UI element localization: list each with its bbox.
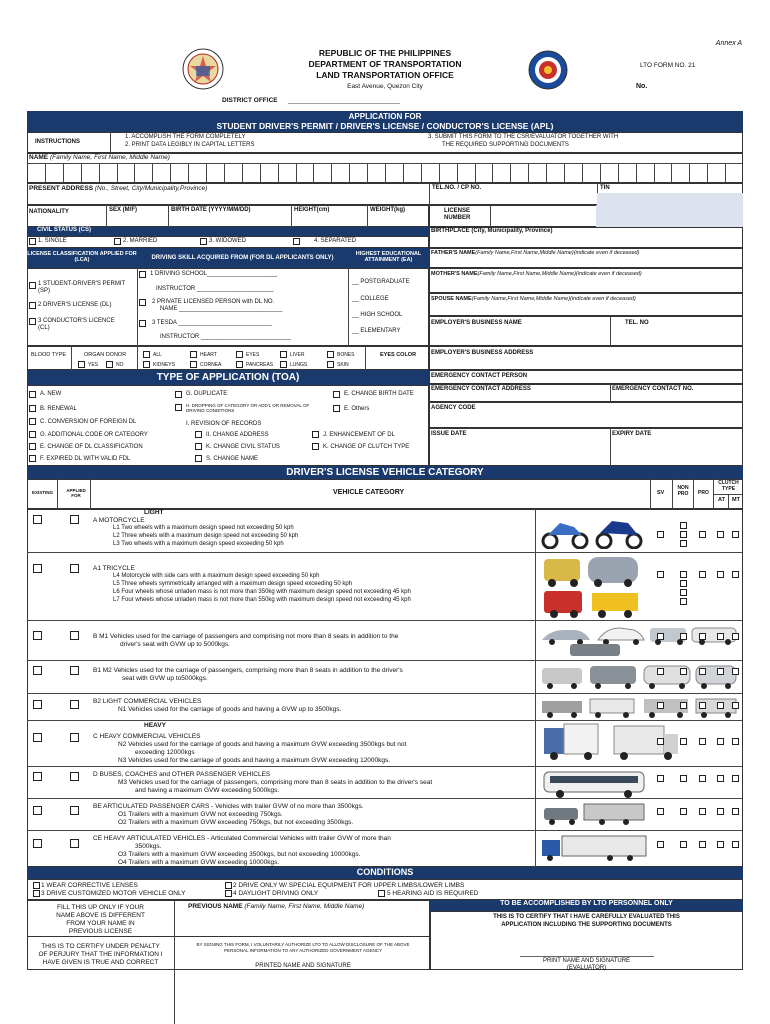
cat-b2-at-checkbox[interactable] [717,702,724,709]
lca-header: LICENSE CLASSIFICATION APPLIED FOR (LCA) [27,248,137,268]
cat-ce-existing-checkbox[interactable] [33,839,42,848]
cat-a-at-checkbox[interactable] [717,531,724,538]
mother-label: MOTHER'S NAME(Family Name,First Name,Middle Name)(indicate even if deceased) [431,271,642,277]
organ-no-label: NO [116,362,124,368]
toa-new-checkbox[interactable] [29,391,36,398]
ds-private-name: NAME _______________________________ [160,306,283,312]
lca-cl-checkbox[interactable] [29,318,36,325]
ds-tesda-checkbox[interactable] [139,320,146,327]
no-label: No. [636,83,648,90]
emergency-address-label: EMERGENCY CONTACT ADDRESS [431,386,531,392]
toa-change-address-checkbox[interactable] [195,431,202,438]
cat-be-o2: O2 Trailers with a maximum GVW exceeding 750kgs, but not exceeding 3500kgs. [118,819,354,826]
cat-b-label2: driver's seat with GVW up to 5000kgs. [120,641,230,648]
printed-name-label: PRINTED NAME AND SIGNATURE [255,963,351,969]
cat-ce-pro-checkbox[interactable] [699,841,706,848]
district-office-field[interactable]: _______________________________ [288,97,401,104]
van-image [540,662,740,692]
cat-b2-n1: N1 Vehicles used for the carriage of goods and having a GVW up to 3500kgs. [118,706,342,713]
cat-c-n3: N3 Vehicles used for the carriage of goods and having a maximum GVW exceeding 12000kgs. [118,757,391,764]
cat-d-label: D BUSES, COACHES and OTHER PASSENGER VEHICLES [93,771,271,778]
license-number-input[interactable] [596,205,743,227]
fill-note-1: FILL THIS UP ONLY IF YOUR [57,904,144,911]
cat-a1-nonpro-cb1[interactable] [680,571,687,578]
fill-note-4: PREVIOUS LICENSE [68,928,133,935]
instruction-2: 2. PRINT DATA LEGIBLY IN CAPITAL LETTERS [125,142,255,148]
spouse-label: SPOUSE NAME(Family Name,First Name,Middle Name)(indicate even if deceased) [431,296,636,302]
cat-c-n2: N2 Vehicles used for the carriage of goods and having a maximum GVW exceeding 3500kgs but not [118,741,407,748]
cond-2-checkbox[interactable] [225,882,232,889]
cat-a1-nonpro-cb3[interactable] [680,589,687,596]
toa-conversion-checkbox[interactable] [29,418,36,425]
organ-bones-label: BONES [337,352,355,358]
previous-name-input[interactable] [176,912,428,936]
ea-highschool[interactable]: __ HIGH SCHOOL [352,312,403,318]
cat-a-sv-checkbox[interactable] [657,531,664,538]
toa-revision-label: I. REVISION OF RECORDS [186,421,262,427]
cat-be-at-checkbox[interactable] [717,808,724,815]
organ-bones-checkbox[interactable] [327,351,334,358]
cond-5-label: 5 HEARING AID IS REQUIRED [387,890,479,897]
organ-skin-checkbox[interactable] [327,361,334,368]
cond-3-label: 3 DRIVE CUSTOMIZED MOTOR VEHICLE ONLY [41,890,186,897]
cat-be-applied-checkbox[interactable] [70,806,79,815]
mt-col: MT [732,497,740,503]
vehicle-category-col: VEHICLE CATEGORY [333,489,405,496]
cat-a1-l6: L6 Four wheels whose unladen mass is not more than 350kg with maximum design speed not exceeding 45 kph [113,589,411,595]
light-truck-image [540,695,740,719]
office-title: LAND TRANSPORTATION OFFICE [316,70,454,80]
organ-kidneys-checkbox[interactable] [143,361,150,368]
annex-label: Annex A [715,40,742,47]
cond-4-label: 4 DAYLIGHT DRIVING ONLY [233,890,319,897]
employer-tel-label: TEL. NO [625,320,649,326]
toa-expired-label: F. EXPIRED DL WITH VALID FDL [40,456,131,462]
existing-col: EXISTING [32,490,54,495]
car-image [540,622,740,658]
ea-postgraduate[interactable]: __ POSTGRADUATE [352,279,410,285]
cat-be-pro-checkbox[interactable] [699,808,706,815]
conditions-header: CONDITIONS [27,867,743,879]
fill-note-3: FROM YOUR NAME IN [66,920,135,927]
department-title: DEPARTMENT OF TRANSPORTATION [308,59,462,69]
toa-enhancement-label: J. ENHANCEMENT OF DL [323,432,395,438]
cat-b1-pro-checkbox[interactable] [699,668,706,675]
cat-a1-mt-checkbox[interactable] [732,571,739,578]
heavy-label: HEAVY [144,722,166,729]
lto-signature-label: PRINT NAME AND SIGNATURE [542,958,631,964]
toa-change-class-label: E. CHANGE OF DL CLASSIFICATION [40,444,143,450]
toa-additional-checkbox[interactable] [29,431,36,438]
issue-expiry-row [429,428,743,466]
sv-col: SV [657,490,665,496]
toa-clutch-label: K. CHANGE OF CLUTCH TYPE [323,444,410,450]
present-address-label: PRESENT ADDRESS (No., Street, City/Municipality,Province) [29,185,208,192]
organ-donor-label: ORGAN DONOR [84,352,127,358]
cat-a-label: A MOTORCYCLE [93,517,145,524]
cs-single-label: 1. SINGLE [38,238,67,244]
expiry-date-label: EXPIRY DATE [612,431,652,437]
cat-d-applied-checkbox[interactable] [70,772,79,781]
cat-a-applied-checkbox[interactable] [70,515,79,524]
ds-tesda-instructor: INSTRUCTOR ___________________________ [160,334,291,340]
ds-instructor-label: INSTRUCTOR _______________________ [156,286,274,292]
cat-ce-label2: 3500kgs. [135,843,162,850]
cs-separated-label: 4. SEPARATED [314,238,357,244]
cat-b2-pro-checkbox[interactable] [699,702,706,709]
light-label: LIGHT [144,509,164,516]
cat-b-label: B M1 Vehicles used for the carriage of passengers and comprising not more than 8 seats in addition to the [93,633,399,640]
father-label: FATHER'S NAME(Family Name,First Name,Middle Name)(indicate even if deceased) [431,250,640,256]
cond-5-checkbox[interactable] [378,890,385,897]
cat-be-nonpro-checkbox[interactable] [680,808,687,815]
cat-d-at-checkbox[interactable] [717,775,724,782]
issue-date-label: ISSUE DATE [431,431,467,437]
cat-b1-label2: seat with GVW up to5000kgs. [122,675,208,682]
toa-change-address-label: II. CHANGE ADDRESS [206,432,269,438]
organ-heart-label: HEART [200,352,217,358]
employer-address-label: EMPLOYER'S BUSINESS ADDRESS [431,350,534,356]
birthplace-label: BIRTHPLACE (City, Municipality, Province) [431,228,553,234]
consent-1: BY SIGNING THIS FORM, I VOLUNTARILY AUTHORIZE LTO TO ALLOW DISCLOSURE OF THE ABOVE [196,942,410,947]
cat-ce-sv-checkbox[interactable] [657,841,664,848]
ea-college[interactable]: __ COLLEGE [352,296,389,302]
dsa-header: DRIVING SKILL ACQUIRED FROM (FOR DL APPLICANTS ONLY) [137,248,348,268]
clutch-type-col: CLUTCH TYPE [718,480,739,492]
hea-header: HIGHEST EDUCATIONAL ATTAINMENT (EA) [348,248,429,268]
toa-others-checkbox[interactable] [333,405,340,412]
cat-ce-o4: O4 Trailers with a maximum GVW exceeding 10000kgs. [118,859,280,866]
cat-a-existing-checkbox[interactable] [33,515,42,524]
toa-change-class-checkbox[interactable] [29,443,36,450]
cs-single-checkbox[interactable] [29,238,36,245]
toa-renewal-label: B. RENEWAL [40,406,77,412]
cat-b2-nonpro-checkbox[interactable] [680,702,687,709]
cat-a1-l7: L7 Four wheels whose unladen mass is not more than 550kg with maximum design speed not exceeding 45 kph [113,597,411,603]
cat-a1-sv-checkbox[interactable] [657,571,664,578]
cat-b-existing-checkbox[interactable] [33,631,42,640]
organ-lungs-checkbox[interactable] [280,361,287,368]
cs-married-label: 2. MARRIED [123,238,158,244]
organ-eyes-checkbox[interactable] [236,351,243,358]
office-address: East Avenue, Quezon City [347,83,423,90]
civil-status-header: CIVIL STATUS (CS) [27,227,429,236]
agency-code-label: AGENCY CODE [431,405,476,411]
cat-d-nonpro-checkbox[interactable] [680,775,687,782]
cat-b1-existing-checkbox[interactable] [33,666,42,675]
cat-b2-mt-checkbox[interactable] [732,702,739,709]
emergency-person-label: EMERGENCY CONTACT PERSON [431,373,528,379]
cat-c-at-checkbox[interactable] [717,738,724,745]
toa-change-name-checkbox[interactable] [195,455,202,462]
organ-all-checkbox[interactable] [143,351,150,358]
agency-code-field[interactable] [429,402,743,428]
toa-birthdate-checkbox[interactable] [333,391,340,398]
ea-elementary[interactable]: __ ELEMENTARY [352,328,401,334]
articulated-truck-image [540,832,650,864]
employer-label: EMPLOYER'S BUSINESS NAME [431,320,522,326]
dlvc-header: DRIVER'S LICENSE VEHICLE CATEGORY [27,466,743,479]
toa-new-label: A. NEW [40,391,62,397]
motorcycle-image [540,513,644,549]
organ-all-label: ALL [153,352,162,358]
cat-a-l1: L1 Two wheels with a maximum design speed not exceeding 50 kph [113,525,294,531]
lca-cl-label: 3 CONDUCTOR'S LICENCE (CL) [38,318,115,332]
cat-c-n2b: exceeding 12000kgs [135,749,195,756]
cat-a1-nonpro-cb4[interactable] [680,598,687,605]
toa-change-name-label: S. CHANGE NAME [206,456,259,462]
cat-b-at-checkbox[interactable] [717,633,724,640]
cat-a1-l5: L5 Three wheels symmetrically arranged with a maximum design speed exceeding 50 kph [113,581,353,587]
cat-b2-label: B2 LIGHT COMMERCIAL VEHICLES [93,698,202,705]
instruction-3: 3. SUBMIT THIS FORM TO THE CSR/EVALUATOR TOGETHER WITH [428,134,619,140]
republic-title: REPUBLIC OF THE PHILIPPINES [318,48,452,58]
pro-col: PRO [698,490,709,496]
lto-personnel-header: TO BE ACCOMPLISHED BY LTO PERSONNEL ONLY [430,900,743,911]
ds-school-checkbox[interactable] [139,271,146,278]
tin-label: TIN [600,185,610,191]
cat-b1-at-checkbox[interactable] [717,668,724,675]
cond-3-checkbox[interactable] [33,890,40,897]
cond-1-label: 1 WEAR CORRECTIVE LENSES [41,882,138,889]
organ-kidneys-label: KIDNEYS [153,362,175,368]
nationality-label: NATIONALITY [29,209,69,215]
cat-ce-applied-checkbox[interactable] [70,839,79,848]
cat-a1-at-checkbox[interactable] [717,571,724,578]
cat-c-nonpro-checkbox[interactable] [680,738,687,745]
cat-c-pro-checkbox[interactable] [699,738,706,745]
cs-widowed-label: 3. WIDOWED [209,238,246,244]
articulated-car-image [540,800,650,828]
cat-be-mt-checkbox[interactable] [732,808,739,815]
cat-a1-existing-checkbox[interactable] [33,564,42,573]
blood-type-label: BLOOD TYPE [31,352,67,358]
ds-tesda-label: 3 TESDA ____________________________ [152,320,272,326]
cat-a1-applied-checkbox[interactable] [70,564,79,573]
cat-a1-nonpro-cb2[interactable] [680,580,687,587]
applied-col: APPLIED FOR [66,488,86,499]
nonpro-col: NON PRO [677,485,689,497]
cat-a-l3: L3 Two wheels with a maximum design speed exceeding 50 kph [113,541,284,547]
application-subtitle: STUDENT DRIVER'S PERMIT / DRIVER'S LICENSE / CONDUCTOR'S LICENSE (APL) [216,121,554,131]
toa-header: TYPE OF APPLICATION (TOA) [27,370,429,385]
cat-b1-applied-checkbox[interactable] [70,666,79,675]
form-number: LTO FORM NO. 21 [640,62,696,69]
toa-duplicate-checkbox[interactable] [175,391,182,398]
name-input-grid[interactable] [27,163,743,183]
lca-dl-checkbox[interactable] [29,302,36,309]
toa-additional-label: G. ADDITIONAL CODE OR CATEGORY [40,432,148,438]
fill-note-2: NAME ABOVE IS DIFFERENT [56,912,145,919]
toa-conversion-label: C. CONVERSION OF FOREIGN DL [40,419,137,425]
cond-1-checkbox[interactable] [33,882,40,889]
toa-others-label: E. Others [344,406,370,412]
toa-birthdate-label: E. CHANGE BIRTH DATE [344,391,414,397]
name-label: NAME (Family Name, First Name, Middle Name) [29,154,170,161]
cat-a-nonpro-cb3[interactable] [680,540,687,547]
organ-cornea-label: CORNEA [200,362,222,368]
lca-dl-label: 2 DRIVER'S LICENSE (DL) [38,302,112,308]
cat-a-mt-checkbox[interactable] [732,531,739,538]
organ-eyes-label: EYES [246,352,260,358]
cat-b1-nonpro-checkbox[interactable] [680,668,687,675]
district-office-label: DISTRICT OFFICE [222,97,278,104]
cs-separated-checkbox[interactable] [293,238,300,245]
cat-d-existing-checkbox[interactable] [33,772,42,781]
organ-pancreas-checkbox[interactable] [236,361,243,368]
cat-a1-label: A1 TRICYCLE [93,565,135,572]
cat-be-sv-checkbox[interactable] [657,808,664,815]
tricycle-image [540,555,644,619]
organ-liver-label: LIVER [290,352,305,358]
weight-label: WEIGHT(kg) [370,207,405,213]
cat-a1-pro-checkbox[interactable] [699,571,706,578]
instruction-3b: THE REQUIRED SUPPORTING DOCUMENTS [442,142,569,148]
cat-be-o1: O1 Trailers with a maximum GVW not exceeding 750kgs. [118,811,283,818]
tel-label: TEL.NO. / CP NO. [432,185,482,191]
cat-be-existing-checkbox[interactable] [33,806,42,815]
cat-b1-mt-checkbox[interactable] [732,668,739,675]
toa-dropping-label: H. DROPPING OF CATEGORY OR ADD'L OR REMOVAL OF DRIVING CONDITIONS [186,403,310,414]
heavy-truck-image [540,722,740,764]
organ-yes-checkbox[interactable] [78,361,85,368]
cat-c-applied-checkbox[interactable] [70,733,79,742]
certify-3: HAVE GIVEN IS TRUE AND CORRECT [42,959,159,966]
cat-b1-label: B1 M2 Vehicles used for the carriage of passengers, comprising more than 8 seats in addition to the driver's [93,667,403,674]
cat-a1-l4: L4 Motorcycle with side cars with a maximum design speed exceeding 50 kph [113,573,320,579]
lto-seal-icon [528,50,568,90]
cat-b1-sv-checkbox[interactable] [657,668,664,675]
cat-c-label: C HEAVY COMMERCIAL VEHICLES [93,733,201,740]
toa-duplicate-label: G. DUPLICATE [186,391,228,397]
organ-skin-label: SKIN [337,362,349,368]
at-col: AT [718,497,725,503]
ds-private-label: 2 PRIVATE LICENSED PERSON with DL NO. [152,299,275,305]
cat-ce-at-checkbox[interactable] [717,841,724,848]
toa-enhancement-checkbox[interactable] [312,431,319,438]
instructions-label: INSTRUCTIONS [35,139,80,145]
organ-heart-checkbox[interactable] [190,351,197,358]
emergency-no-label: EMERGENCY CONTACT NO. [612,386,694,392]
cat-ce-o3: O3 Trailers with a maximum GVW exceeding 3500kgs, but not exceeding 10000kgs. [118,851,361,858]
cat-d-pro-checkbox[interactable] [699,775,706,782]
organ-no-checkbox[interactable] [106,361,113,368]
toa-renewal-checkbox[interactable] [29,405,36,412]
cat-a-l2: L2 Three wheels with a maximum design speed not exceeding 50 kph [113,533,299,539]
bus-image [540,768,650,798]
previous-name-label: PREVIOUS NAME (Family Name, First Name, Middle Name) [188,903,365,910]
cat-a-pro-checkbox[interactable] [699,531,706,538]
cat-b2-existing-checkbox[interactable] [33,700,42,709]
ds-private-checkbox[interactable] [139,299,146,306]
cat-ce-label: CE HEAVY ARTICULATED VEHICLES - Articulated Commercial Vehicles with trailer GVW of more than [93,835,391,842]
lto-evaluator-label: (EVALUATOR) [566,965,607,971]
cat-be-label: BE ARTICULATED PASSENGER CARS - Vehicles with trailer GVW of no more than 3500kgs. [93,803,364,810]
license-number-label: LICENSE NUMBER [444,208,471,222]
lto-certify-2: APPLICATION INCLUDING THE SUPPORTING DOCUMENTS [501,922,672,928]
cat-d-m3: M3 Vehicles used for the carriage of passengers, comprising more than 8 seats in addition to the driver's seat [118,779,433,786]
eyes-color-label: EYES COLOR [380,352,417,358]
instruction-1: 1. ACCOMPLISH THE FORM COMPLETELY [125,134,246,140]
application-title: APPLICATION FOR [348,112,422,121]
lto-certify-1: THIS IS TO CERTIFY THAT I HAVE CAREFULLY EVALUATED THIS [493,914,680,920]
organ-yes-label: YES [88,362,99,368]
cat-b-applied-checkbox[interactable] [70,631,79,640]
cat-c-existing-checkbox[interactable] [33,733,42,742]
ds-school-label: 1 DRIVING SCHOOL_____________________ [150,271,278,277]
certify-2: OF PERJURY THAT THE INFORMATION I [38,951,163,958]
toa-dropping-checkbox[interactable] [175,404,182,411]
cat-a-nonpro-cb1[interactable] [680,522,687,529]
cat-c-mt-checkbox[interactable] [732,738,739,745]
tin-input[interactable] [597,193,743,205]
organ-lungs-label: LUNGS [290,362,308,368]
toa-change-civil-label: K. CHANGE CIVIL STATUS [206,444,280,450]
certify-1: THIS IS TO CERTIFY UNDER PENALTY [41,943,160,950]
organ-liver-checkbox[interactable] [280,351,287,358]
toa-clutch-checkbox[interactable] [312,443,319,450]
cond-4-checkbox[interactable] [225,890,232,897]
cat-b-sv-checkbox[interactable] [657,633,664,640]
organ-cornea-checkbox[interactable] [190,361,197,368]
cat-ce-nonpro-checkbox[interactable] [680,841,687,848]
lca-sp-checkbox[interactable] [29,282,36,289]
cat-b-mt-checkbox[interactable] [732,633,739,640]
cat-d-sv-checkbox[interactable] [657,775,664,782]
sex-label: SEX (M/F) [109,207,137,213]
cat-d-m3b: and having a maximum GVW exceeding 5000kgs. [135,787,280,794]
cat-d-mt-checkbox[interactable] [732,775,739,782]
toa-change-civil-checkbox[interactable] [195,443,202,450]
cat-b-pro-checkbox[interactable] [699,633,706,640]
lca-sp-label: 1 STUDENT-DRIVER'S PERMIT (SP) [38,281,126,295]
birth-date-label: BIRTH DATE (YYYY/MM/DD) [171,207,251,213]
cat-b2-sv-checkbox[interactable] [657,702,664,709]
cat-b2-applied-checkbox[interactable] [70,700,79,709]
cat-b-nonpro-checkbox[interactable] [680,633,687,640]
consent-2: PERSONAL INFORMATION TO ANY AUTHORIZED GOVERNMENT AGENCY [224,948,382,953]
height-label: HEIGHT(cm) [294,207,330,213]
cat-c-sv-checkbox[interactable] [657,738,664,745]
organ-pancreas-label: PANCREAS [246,362,274,368]
cond-2-label: 2 DRIVE ONLY W/ SPECIAL EQUIPMENT FOR UPPER LIMBS/LOWER LIMBS [233,882,465,889]
cs-widowed-checkbox[interactable] [200,238,207,245]
cat-ce-mt-checkbox[interactable] [732,841,739,848]
application-banner [27,111,743,132]
cat-a-nonpro-cb2[interactable] [680,531,687,538]
toa-expired-checkbox[interactable] [29,455,36,462]
cs-married-checkbox[interactable] [114,238,121,245]
